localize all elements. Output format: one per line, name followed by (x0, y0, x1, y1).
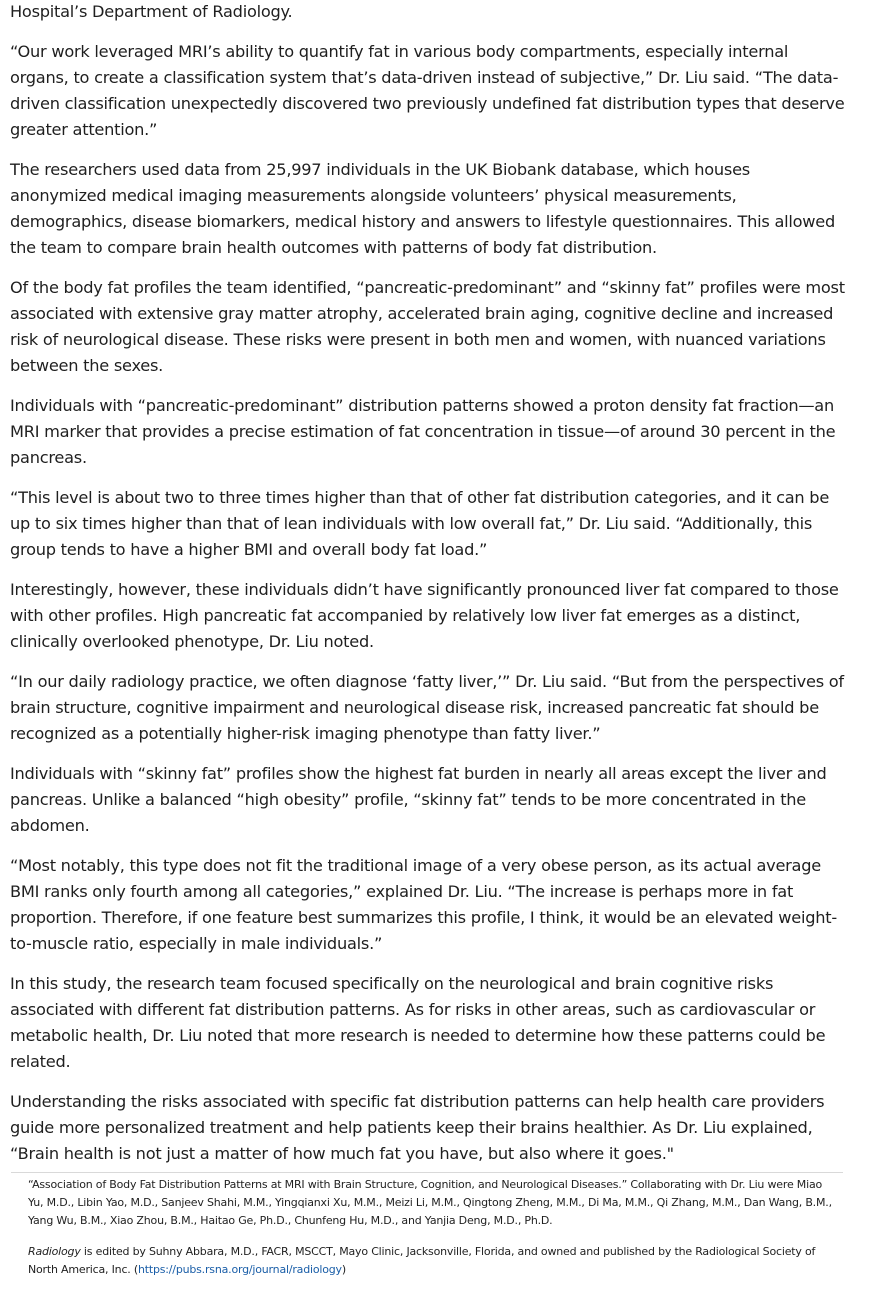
paragraph: The researchers used data from 25,997 individuals in the UK Biobank database, which houses anonymized medical imaging measurements alongside volunteers’ physical measurements, demographics, disease biomarkers, medical history and answers to lifestyle questionnaires. This allowed the team to compare brain health outcomes with patterns of body fat distribution. (10, 160, 835, 257)
paragraph: “In our daily radiology practice, we often diagnose ‘fatty liver,’” Dr. Liu said. “But from the perspectives of brain structure, cognitive impairment and neurological disease risk, increased pancreatic fat should be recognized as a potentially higher-risk imaging phenotype than fatty liver.” (10, 672, 844, 743)
paragraph: Interestingly, however, these individuals didn’t have significantly pronounced liver fat compared to those with other profiles. High pancreatic fat accompanied by relatively low liver fat emerges as a distinct, clinically overlooked phenotype, Dr. Liu noted. (10, 580, 839, 651)
paragraph: Hospital’s Department of Radiology. (10, 2, 293, 21)
paragraph: In this study, the research team focused specifically on the neurological and brain cognitive risks associated with different fat distribution patterns. As for risks in other areas, such as cardiovascular or metabolic health, Dr. Liu noted that more research is needed to determine how these patterns could be related. (10, 974, 826, 1071)
paragraph: Individuals with “pancreatic-predominant” distribution patterns showed a proton density fat fraction—an MRI marker that provides a precise estimation of fat concentration in tissue—of around 30 percent in the pancreas. (10, 396, 836, 467)
journal-link[interactable]: https://pubs.rsna.org/journal/radiology (137, 1263, 342, 1276)
journal-name: Radiology (28, 1245, 81, 1258)
journal-info-closing: ) (341, 1263, 346, 1276)
article-body (10, 0, 850, 1181)
paragraph: “Most notably, this type does not fit the traditional image of a very obese person, as its actual average BMI ranks only fourth among all categories,” explained Dr. Liu. “The increase is perhaps more in fat proportion. Therefore, if one feature best summarizes this profile, I think, it would be an elevated weight-to-muscle ratio, especially in male individuals.” (10, 856, 837, 953)
paragraph: Understanding the risks associated with specific fat distribution patterns can help health care providers guide more personalized treatment and help patients keep their brains healthier. As Dr. Liu explained, “Brain health is not just a matter of how much fat you have, but also where it goes." (10, 1092, 825, 1163)
footnotes (28, 1176, 838, 1292)
paragraph: Of the body fat profiles the team identified, “pancreatic-predominant” and “skinny fat” profiles were most associated with extensive gray matter atrophy, accelerated brain aging, cognitive decline and increased risk of neurological disease. These risks were present in both men and women, with nuanced variations between the sexes. (10, 278, 845, 375)
paragraph: Individuals with “skinny fat” profiles show the highest fat burden in nearly all areas except the liver and pancreas. Unlike a balanced “high obesity” profile, “skinny fat” tends to be more concentrated in the abdomen. (10, 764, 827, 835)
footnote-divider (11, 1172, 843, 1173)
journal-info-text: is edited by Suhny Abbara, M.D., FACR, MSCCT, Mayo Clinic, Jacksonville, Florida, and owned and published by the Radiological Society of North America, Inc. ( (28, 1245, 816, 1276)
footnote-citation: “Association of Body Fat Distribution Patterns at MRI with Brain Structure, Cognition, and Neurological Diseases.” Collaborating with Dr. Liu were Miao Yu, M.D., Libin Yao, M.D., Sanjeev Shahi, M.M., Yingqianxi Xu, M.M., Meizi Li, M.M., Qingtong Zheng, M.M., Di Ma, M.M., Qi Zhang, M.M., Dan Wang, B.M., Yang Wu, B.M., Xiao Zhou, B.M., Haitao Ge, Ph.D., Chunfeng Hu, M.D., and Yanjia Deng, M.D., Ph.D. (28, 1178, 832, 1227)
footnote-journal-info (28, 1243, 838, 1279)
paragraph: “This level is about two to three times higher than that of other fat distribution categories, and it can be up to six times higher than that of lean individuals with low overall fat,” Dr. Liu said. “Additionally, this group tends to have a higher BMI and overall body fat load.” (10, 488, 830, 559)
paragraph: “Our work leveraged MRI’s ability to quantify fat in various body compartments, especially internal organs, to create a classification system that’s data-driven instead of subjective,” Dr. Liu said. “The data-driven classification unexpectedly discovered two previously undefined fat distribution types that deserve greater attention.” (10, 42, 845, 139)
